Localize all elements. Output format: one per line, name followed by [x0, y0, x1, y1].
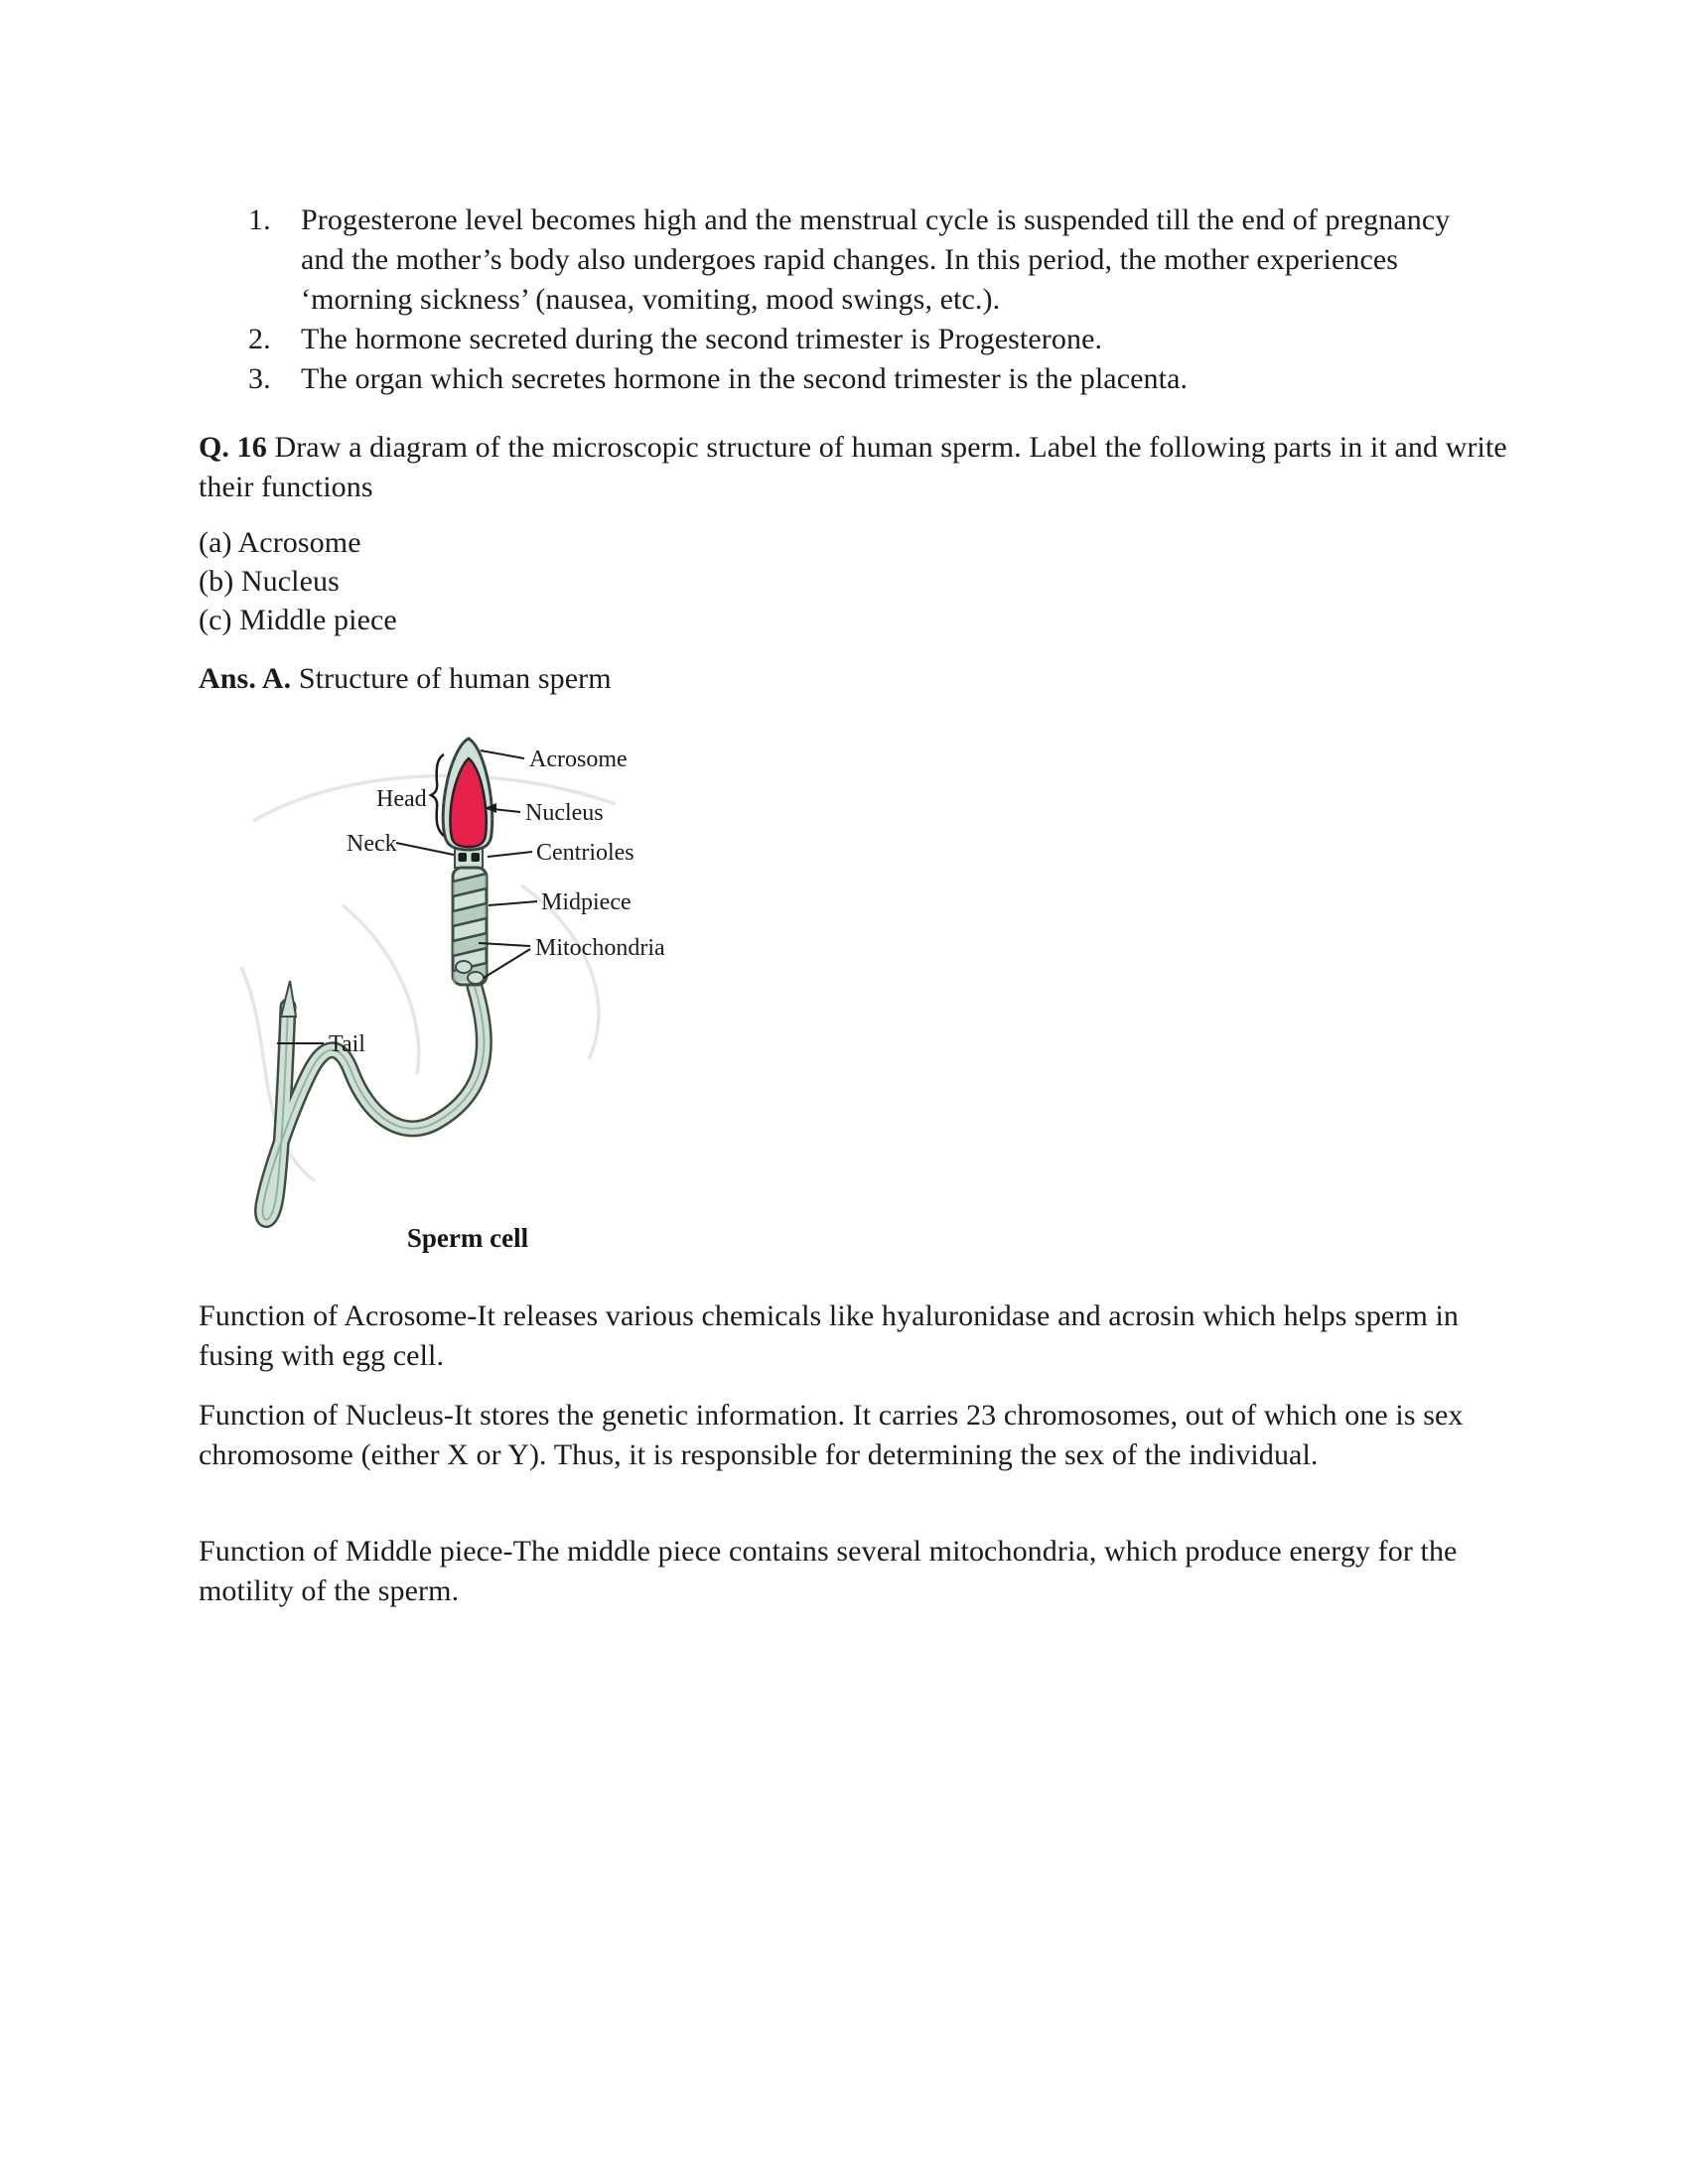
answer-text: Structure of human sperm	[291, 662, 612, 695]
question-text: Draw a diagram of the microscopic structure of human sperm. Label the following parts in it and write their functions	[199, 431, 1507, 503]
function-acrosome-paragraph: Function of Acrosome-It releases various chemicals like hyaluronidase and acrosin which helps sperm in fusing with egg cell.	[199, 1299, 1460, 1372]
mitochondrion-blob	[456, 961, 472, 973]
list-item-text: The hormone secreted during the second trimester is Progesterone.	[301, 323, 1103, 355]
tail-tip	[281, 981, 296, 1017]
label-tail: Tail	[329, 1031, 365, 1057]
list-item-number: 3.	[248, 362, 271, 395]
label-head: Head	[376, 786, 427, 812]
label-centrioles: Centrioles	[536, 840, 634, 866]
list-item-text: Progesterone level becomes high and the menstrual cycle is suspended till the end of pregnancy and the mother’s body also undergoes rapid changes. In this period, the mother experiences ‘morning sickness’ (nausea, vomiting, mood swings, etc.).	[301, 204, 1451, 316]
label-neck: Neck	[347, 831, 397, 857]
diagram-caption: Sperm cell	[406, 1223, 529, 1253]
question-paragraph	[199, 428, 1534, 507]
parts-list	[199, 523, 1092, 639]
numbered-list	[248, 201, 1465, 399]
list-item-text: The organ which secretes hormone in the second trimester is the placenta.	[301, 362, 1189, 395]
list-item-number: 1.	[248, 204, 271, 236]
mitochondrion-blob	[468, 972, 484, 984]
list-item	[248, 359, 1465, 399]
label-nucleus: Nucleus	[525, 800, 604, 826]
part-item-a: (a) Acrosome	[199, 526, 361, 559]
list-item	[248, 201, 1465, 320]
centriole-dot	[472, 853, 481, 862]
function-middle-piece-paragraph: Function of Middle piece-The middle piece contains several mitochondria, which produce energy for the motility of the sperm.	[199, 1535, 1458, 1607]
centriole-dot	[459, 853, 468, 862]
label-midpiece: Midpiece	[541, 889, 632, 915]
sperm-diagram	[194, 717, 710, 1258]
part-item-b: (b) Nucleus	[199, 565, 340, 598]
sperm-midpiece	[453, 868, 487, 985]
label-mitochondria: Mitochondria	[535, 935, 665, 961]
list-item	[248, 320, 1465, 359]
answer-label: Ans. A.	[199, 662, 292, 695]
list-item-number: 2.	[248, 323, 271, 355]
sperm-tail	[263, 981, 485, 1220]
function-nucleus-paragraph: Function of Nucleus-It stores the genetic information. It carries 23 chromosomes, out of which one is sex chromosome (either X or Y). Thus, it is responsible for determining the sex of the individual.	[199, 1399, 1464, 1471]
label-acrosome: Acrosome	[529, 747, 628, 772]
sperm-head	[443, 739, 492, 850]
part-item-c: (c) Middle piece	[199, 604, 397, 636]
question-number: Q. 16	[199, 431, 267, 464]
answer-line	[199, 659, 1534, 699]
